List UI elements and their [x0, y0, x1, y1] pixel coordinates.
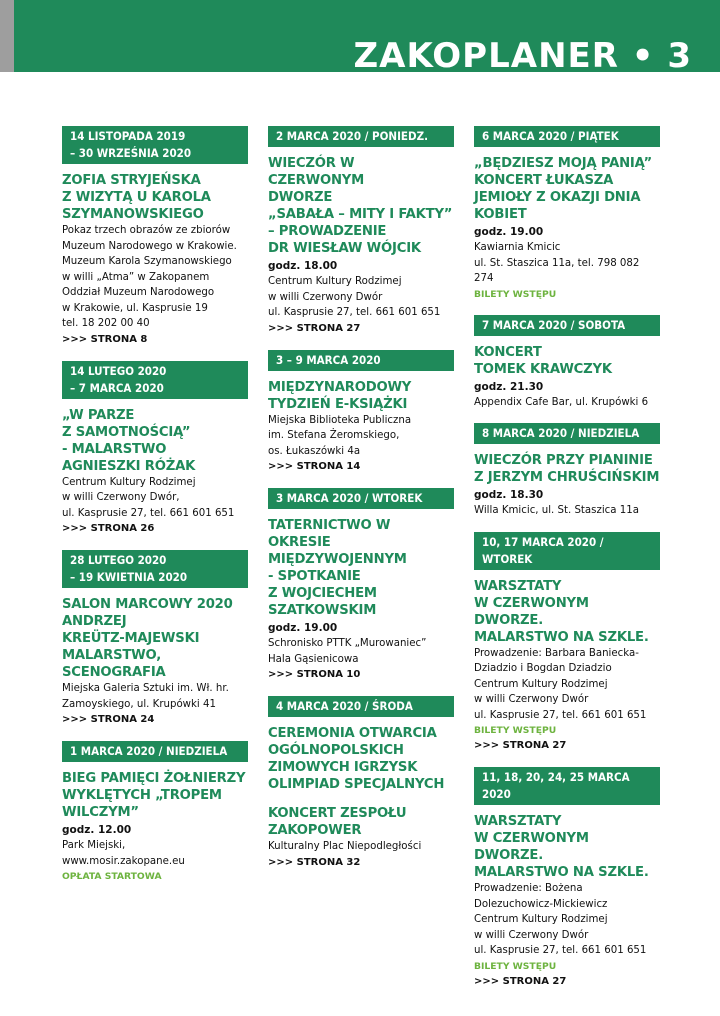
event-item — [268, 350, 454, 476]
event-detail-line: Centrum Kultury Rodzimej — [474, 678, 608, 690]
event-detail-line: Appendix Cafe Bar, ul. Krupówki 6 — [474, 396, 649, 408]
event-title — [474, 155, 660, 223]
event-date-line: – 7 MARCA 2020 — [70, 380, 164, 395]
event-title-line: W CZERWONYM DWORZE. — [474, 831, 589, 863]
title-spacer — [268, 793, 454, 805]
event-time: godz. 21.30 — [474, 380, 544, 393]
event-detail-line: Centrum Kultury Rodzimej — [62, 476, 196, 488]
event-title-line: OGÓLNOPOLSKICH — [268, 743, 404, 758]
event-detail-line: Prowadzenie: Bożena — [474, 883, 583, 894]
event-detail-line: tel. 18 202 00 40 — [62, 318, 150, 329]
event-detail-line: Zamoyskiego, ul. Krupówki 41 — [62, 698, 216, 710]
event-date-line: – 19 KWIETNIA 2020 — [70, 570, 188, 584]
event-title-line: JEMIOŁY Z OKAZJI DNIA — [474, 190, 641, 205]
event-detail-line: ul. Kasprusie 27, tel. 661 601 651 — [268, 307, 441, 318]
event-title-line: SZATKOWSKIM — [268, 603, 377, 618]
event-date — [474, 126, 660, 147]
page-title: ZAKOPLANER • 3 — [353, 36, 692, 76]
event-item — [474, 532, 660, 755]
event-title — [62, 770, 248, 821]
event-date — [62, 550, 248, 588]
event-detail-line: ul. Kasprusie 27, tel. 661 601 651 — [474, 709, 647, 721]
event-title — [268, 155, 454, 257]
event-date — [474, 315, 660, 336]
event-title-line: Z WOJCIECHEM — [268, 586, 377, 601]
event-page-ref: >>> STRONA 27 — [474, 975, 567, 987]
event-time: godz. 18.30 — [474, 489, 544, 501]
event-time: godz. 12.00 — [62, 824, 132, 836]
event-title-line: AGNIESZKI RÓŻAK — [62, 458, 196, 474]
event-title-line: DR WIESŁAW WÓJCIK — [268, 241, 421, 256]
event-date-line: 3 – 9 MARCA 2020 — [276, 352, 381, 367]
event-title-line: WILCZYM” — [62, 805, 139, 820]
event-subtitle — [268, 805, 454, 839]
event-title-line: BIEG PAMIĘCI ŻOŁNIERZY — [62, 771, 246, 786]
event-detail-line: Kulturalny Plac Niepodległości — [268, 841, 422, 852]
event-page-ref: >>> STRONA 24 — [62, 714, 155, 725]
event-page-ref: >>> STRONA 26 — [62, 523, 155, 534]
event-title — [474, 452, 660, 486]
event-title-line: KONCERT ZESPOŁU — [268, 806, 407, 821]
event-title-line: SZYMANOWSKIEGO — [62, 207, 204, 222]
event-date-line: 6 MARCA 2020 / PIĄTEK — [482, 129, 619, 143]
event-ticket-tag: OPŁATA STARTOWA — [62, 871, 162, 882]
event-time: godz. 19.00 — [474, 226, 544, 238]
event-title-line: „W PARZE — [62, 407, 135, 423]
event-item — [62, 550, 248, 728]
event-item — [62, 126, 248, 348]
event-date-line: 8 MARCA 2020 / NIEDZIELA — [482, 426, 640, 440]
event-detail-line: Hala Gąsienicowa — [268, 653, 359, 665]
event-title-line: SCENOGRAFIA — [62, 665, 166, 680]
event-detail-line: w willi „Atma” w Zakopanem — [62, 271, 210, 283]
page-header — [0, 0, 720, 76]
event-title-line: - MALARSTWO — [62, 441, 167, 457]
event-detail-line: os. Łukaszówki 4a — [268, 445, 361, 457]
event-detail-line: Oddział Muzeum Narodowego — [62, 287, 215, 298]
event-date — [62, 126, 248, 164]
event-detail-line: Kawiarnia Kmicic — [474, 242, 561, 253]
event-title-line: „BĘDZIESZ MOJĄ PANIĄ” — [474, 156, 652, 171]
event-detail-line: Miejska Biblioteka Publiczna — [268, 414, 412, 426]
event-date-line: 28 LUTEGO 2020 — [70, 553, 167, 567]
event-date-line: 11, 18, 20, 24, 25 MARCA 2020 — [482, 770, 630, 801]
event-title — [268, 379, 454, 413]
event-ticket-tag: BILETY WSTĘPU — [474, 725, 557, 736]
event-detail-line: ul. St. Staszica 11a, tel. 798 082 274 — [474, 257, 640, 284]
event-date — [268, 488, 454, 509]
event-title-line: DWORZE — [268, 190, 333, 205]
event-title-line: ANDRZEJ — [62, 614, 127, 629]
event-title-line: ZIMOWYCH IGRZYSK — [268, 760, 418, 775]
event-detail-line: w willi Czerwony Dwór, — [62, 492, 180, 503]
event-detail-line: ul. Kasprusie 27, tel. 661 601 651 — [474, 945, 647, 956]
event-item — [474, 315, 660, 411]
event-item — [474, 126, 660, 302]
event-title — [268, 517, 454, 619]
event-title-line: SALON MARCOWY 2020 — [62, 597, 233, 612]
event-title-line: – PROWADZENIE — [268, 224, 387, 239]
event-title-line: WYKLĘTYCH „TROPEM — [62, 788, 222, 803]
event-detail-line: w Krakowie, ul. Kasprusie 19 — [62, 302, 208, 314]
event-item — [474, 423, 660, 519]
events-column-3 — [474, 126, 660, 1003]
event-title-line: MALARSTWO, — [62, 648, 162, 663]
event-date-line: 4 MARCA 2020 / ŚRODA — [276, 699, 413, 713]
event-title-line: Z SAMOTNOŚCIĄ” — [62, 424, 191, 440]
event-title — [474, 578, 660, 646]
event-detail-line: Park Miejski, www.mosir.zakopane.eu — [62, 840, 185, 867]
event-date — [474, 767, 660, 805]
event-title-line: KONCERT — [474, 344, 542, 360]
event-title-line: TATERNICTWO W OKRESIE — [268, 518, 391, 550]
event-title — [62, 172, 248, 223]
event-date — [62, 361, 248, 399]
events-column-1 — [62, 126, 248, 897]
event-title-line: WARSZTATY — [474, 578, 562, 594]
event-detail-line: Dolezuchowicz-Mickiewicz — [474, 898, 608, 910]
event-date — [268, 126, 454, 147]
event-title — [62, 407, 248, 475]
event-date-line: 7 MARCA 2020 / SOBOTA — [482, 317, 626, 332]
event-page-ref: >>> STRONA 27 — [268, 322, 361, 334]
event-detail-line: Miejska Galeria Sztuki im. Wł. hr. — [62, 683, 229, 694]
event-detail-line: Willa Kmicic, ul. St. Staszica 11a — [474, 505, 639, 516]
event-title — [62, 596, 248, 681]
event-title-line: MIĘDZYWOJENNYM — [268, 552, 407, 567]
event-title-line: WIECZÓR W CZERWONYM — [268, 156, 365, 188]
event-title-line: KREÜTZ-MAJEWSKI — [62, 631, 200, 646]
event-page-ref: >>> STRONA 14 — [268, 461, 361, 472]
event-title-line: TYDZIEŃ E-KSIĄŻKI — [268, 396, 408, 412]
event-time: godz. 18.00 — [268, 260, 338, 272]
event-ticket-tag: BILETY WSTĘPU — [474, 960, 557, 972]
event-page-ref: >>> STRONA 8 — [62, 333, 148, 345]
event-detail-line: Schronisko PTTK „Murowaniec” — [268, 638, 427, 649]
event-title-line: Z JERZYM CHRUŚCIŃSKIM — [474, 470, 660, 485]
event-title-line: CEREMONIA OTWARCIA — [268, 726, 437, 741]
event-date — [474, 423, 660, 444]
event-title — [268, 725, 454, 793]
event-title-line: ZAKOPOWER — [268, 823, 362, 838]
event-item — [268, 696, 454, 871]
event-item — [268, 126, 454, 337]
event-title-line: MALARSTWO NA SZKLE. — [474, 629, 649, 645]
event-date — [268, 350, 454, 371]
event-detail-line: w willi Czerwony Dwór — [474, 694, 589, 705]
event-date-line: 2 MARCA 2020 / PONIEDZ. — [276, 129, 429, 143]
event-title-line: MIĘDZYNARODOWY — [268, 379, 412, 395]
event-ticket-tag: BILETY WSTĘPU — [474, 288, 557, 300]
event-detail-line: Centrum Kultury Rodzimej — [474, 914, 608, 925]
event-date-line: – 30 WRZEŚNIA 2020 — [70, 146, 192, 160]
event-title-line: - SPOTKANIE — [268, 569, 361, 584]
event-date — [62, 741, 248, 762]
event-detail-line: Centrum Kultury Rodzimej — [268, 276, 402, 287]
event-title-line: OLIMPIAD SPECJALNYCH — [268, 777, 445, 792]
event-title-line: WIECZÓR PRZY PIANINIE — [474, 453, 653, 468]
event-item — [474, 767, 660, 990]
event-detail-line: Muzeum Karola Szymanowskiego — [62, 256, 232, 267]
event-page-ref: >>> STRONA 27 — [474, 740, 567, 751]
event-title-line: TOMEK KRAWCZYK — [474, 361, 612, 377]
event-date-line: 1 MARCA 2020 / NIEDZIELA — [70, 744, 228, 758]
event-detail-line: Prowadzenie: Barbara Baniecka- — [474, 647, 639, 659]
event-title-line: MALARSTWO NA SZKLE. — [474, 865, 649, 880]
event-title-line: W CZERWONYM DWORZE. — [474, 595, 589, 628]
event-detail-line: w willi Czerwony Dwór — [268, 291, 383, 303]
event-item — [268, 488, 454, 683]
event-title — [474, 813, 660, 881]
event-date-line: 14 LISTOPADA 2019 — [70, 129, 186, 143]
event-detail-line: im. Stefana Żeromskiego, — [268, 430, 400, 441]
event-page-ref: >>> STRONA 10 — [268, 669, 361, 680]
event-title-line: KONCERT ŁUKASZA — [474, 173, 614, 188]
event-title — [474, 344, 660, 378]
event-detail-line: Pokaz trzech obrazów ze zbiorów — [62, 225, 231, 236]
events-column-2 — [268, 126, 454, 884]
event-detail-line: Dziadzio i Bogdan Dziadzio — [474, 663, 612, 674]
event-detail-line: Muzeum Narodowego w Krakowie. — [62, 240, 237, 252]
event-date — [474, 532, 660, 570]
event-page-ref: >>> STRONA 32 — [268, 856, 361, 868]
event-detail-line: ul. Kasprusie 27, tel. 661 601 651 — [62, 507, 235, 519]
event-date-line: 3 MARCA 2020 / WTOREK — [276, 491, 423, 505]
event-date — [268, 696, 454, 717]
event-item — [62, 361, 248, 538]
event-title-line: „SABAŁA – MITY I FAKTY” — [268, 207, 453, 222]
event-date-line: 10, 17 MARCA 2020 / WTOREK — [482, 534, 604, 566]
event-detail-line: w willi Czerwony Dwór — [474, 929, 589, 941]
event-item — [62, 741, 248, 884]
event-title-line: KOBIET — [474, 207, 527, 222]
event-date-line: 14 LUTEGO 2020 — [70, 363, 167, 378]
event-title-line: Z WIZYTĄ U KAROLA — [62, 190, 211, 205]
event-time: godz. 19.00 — [268, 622, 338, 634]
header-side-strip — [0, 0, 14, 72]
event-title-line: WARSZTATY — [474, 814, 562, 829]
event-title-line: ZOFIA STRYJEŃSKA — [62, 173, 201, 188]
